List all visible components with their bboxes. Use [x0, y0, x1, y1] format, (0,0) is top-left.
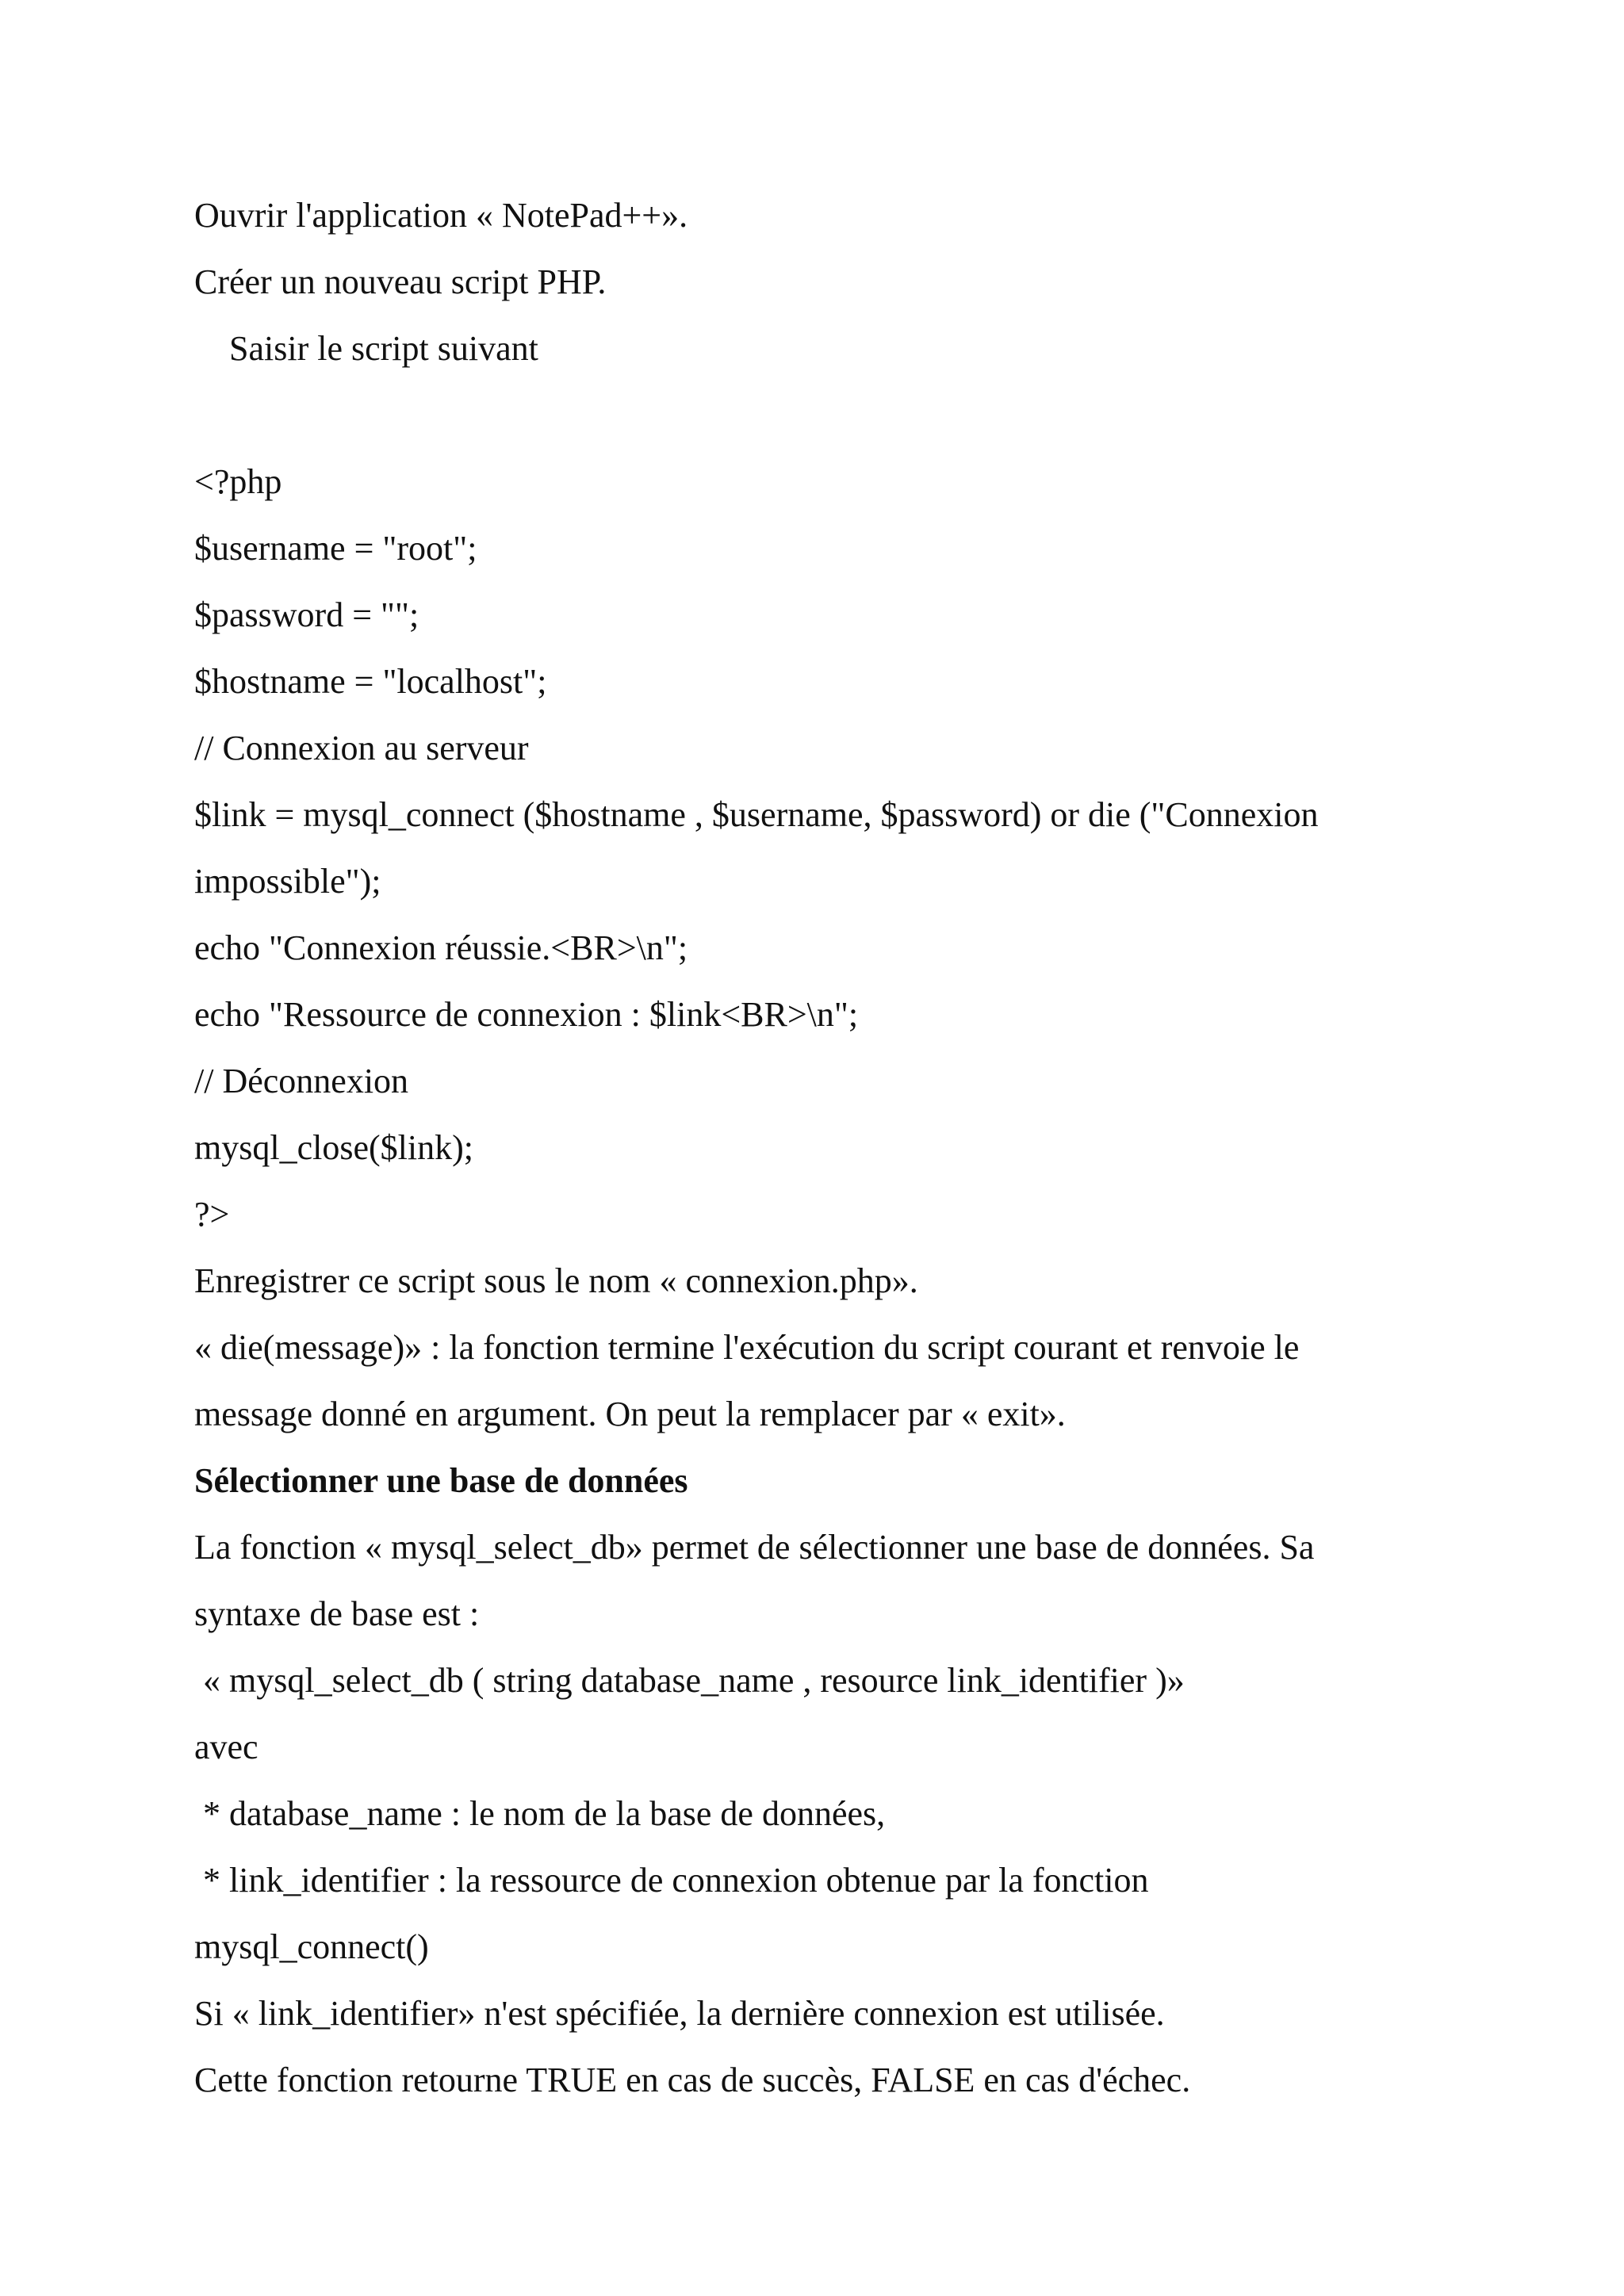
code-comment-line: // Déconnexion [194, 1062, 409, 1100]
code-line: $password = ""; [194, 595, 419, 634]
code-line: echo "Connexion réussie.<BR>\n"; [194, 928, 688, 967]
text-line: « die(message)» : la fonction termine l'exécution du script courant et renvoie le [194, 1328, 1300, 1367]
text-line: Cette fonction retourne TRUE en cas de succès, FALSE en cas d'échec. [194, 2061, 1191, 2099]
list-item: * database_name : le nom de la base de données, [194, 1794, 886, 1833]
list-item: * link_identifier : la ressource de connexion obtenue par la fonction [194, 1861, 1149, 1900]
text-line: syntaxe de base est : [194, 1594, 480, 1633]
code-comment-line: // Connexion au serveur [194, 729, 529, 767]
text-line: Enregistrer ce script sous le nom « connexion.php». [194, 1261, 918, 1300]
code-line: <?php [194, 462, 282, 501]
text-line: message donné en argument. On peut la remplacer par « exit». [194, 1395, 1066, 1433]
code-line: mysql_close($link); [194, 1128, 473, 1167]
code-line: echo "Ressource de connexion : $link<BR>\n"; [194, 995, 859, 1034]
code-line: impossible"); [194, 862, 381, 901]
text-line: Créer un nouveau script PHP. [194, 262, 607, 301]
text-line: Ouvrir l'application « NotePad++». [194, 196, 688, 235]
code-line: $username = "root"; [194, 529, 477, 568]
text-line: La fonction « mysql_select_db» permet de sélectionner une base de données. Sa [194, 1528, 1315, 1567]
syntax-line: « mysql_select_db ( string database_name , resource link_identifier )» [194, 1661, 1185, 1700]
section-heading: Sélectionner une base de données [194, 1461, 688, 1500]
text-line: mysql_connect() [194, 1927, 429, 1966]
text-line: Saisir le script suivant [194, 329, 538, 368]
code-line: ?> [194, 1195, 230, 1234]
text-line: avec [194, 1728, 259, 1766]
code-line: $link = mysql_connect ($hostname , $username, $password) or die ("Connexion [194, 795, 1319, 834]
code-line: $hostname = "localhost"; [194, 662, 547, 701]
text-line: Si « link_identifier» n'est spécifiée, la dernière connexion est utilisée. [194, 1994, 1165, 2033]
